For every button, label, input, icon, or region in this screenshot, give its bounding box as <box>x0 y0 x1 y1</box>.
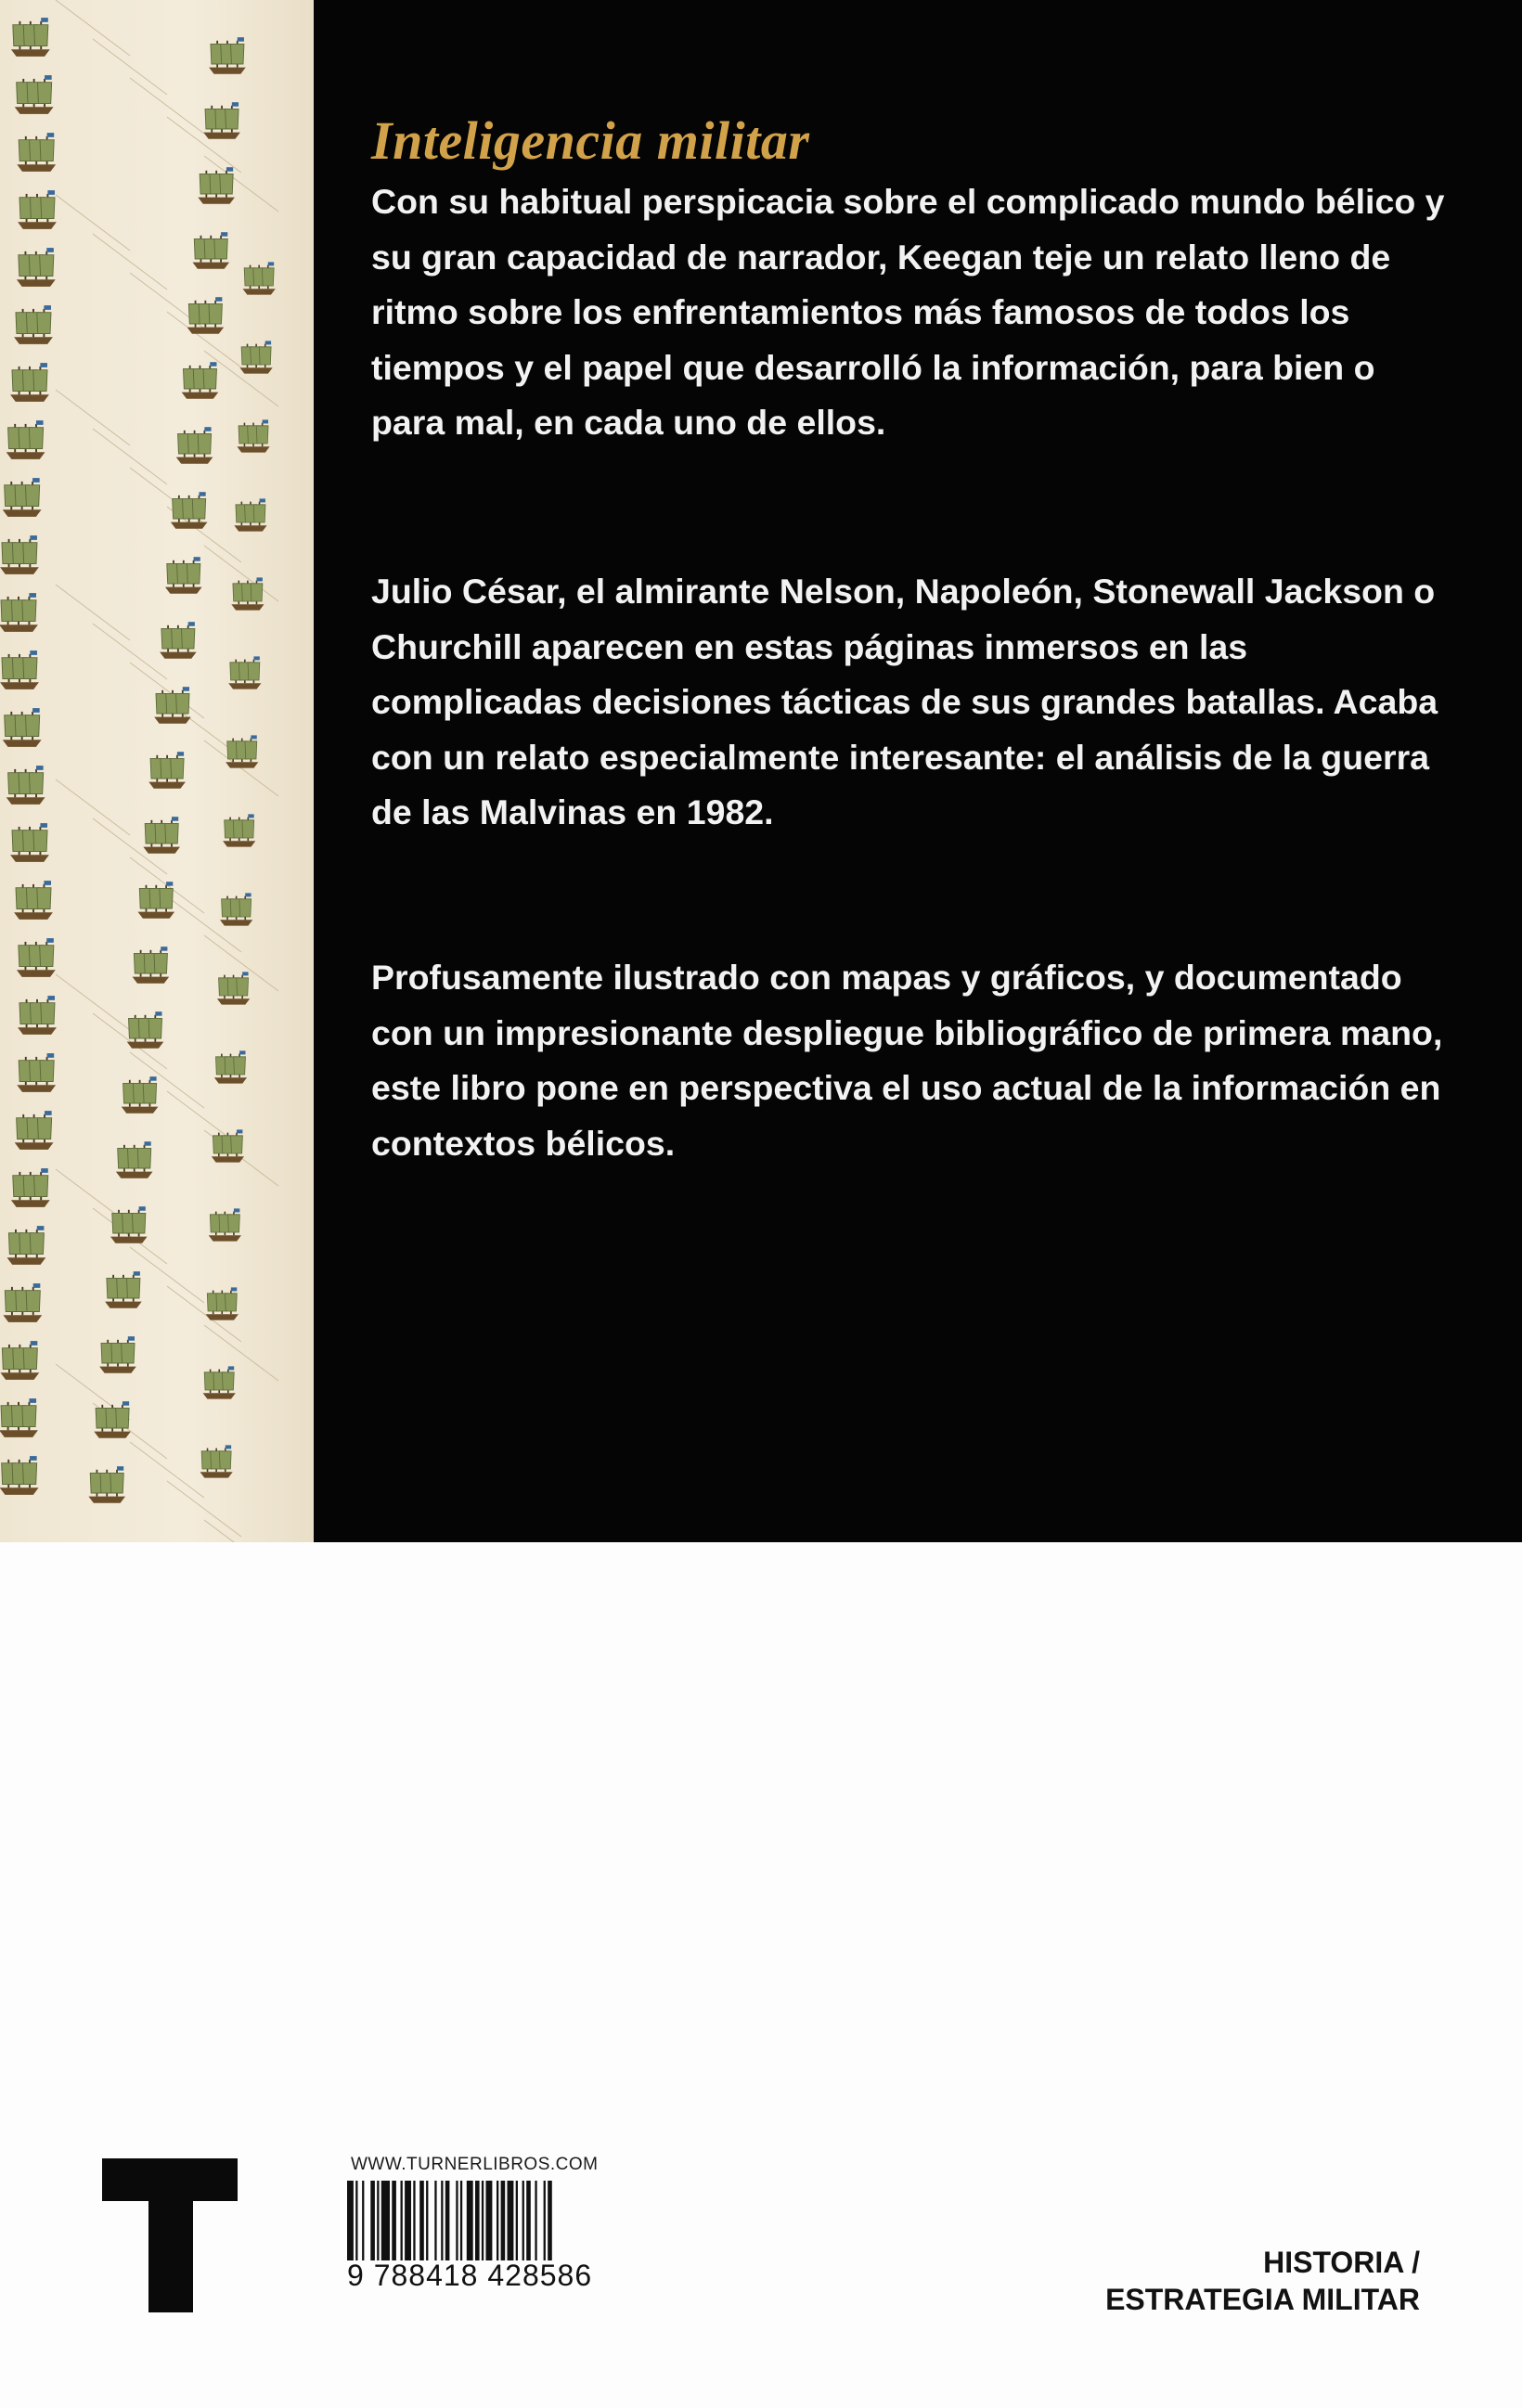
barcode-bar <box>347 2181 354 2260</box>
ship-icon <box>214 1050 247 1083</box>
barcode-bar <box>516 2181 518 2260</box>
paragraph-1: Con su habitual perspicacia sobre el complicado mundo bélico y su gran capacidad de narrador, Keegan teje un relato lleno de ritmo sobre los enfrentamientos más famosos de todos los tiempos y el papel que desarrolló la información, para bien o para mal, en cada uno de ellos. <box>371 182 1445 442</box>
ship-icon <box>6 766 45 805</box>
ship-icon <box>0 1341 39 1380</box>
ship-icon <box>3 478 42 517</box>
barcode-bar <box>535 2181 536 2260</box>
ship-icon <box>148 752 186 789</box>
ship-icon <box>165 557 202 594</box>
ship-icon <box>231 577 264 610</box>
barcode-bar <box>355 2181 357 2260</box>
ship-icon <box>0 650 39 689</box>
publisher-url: WWW.TURNERLIBROS.COM <box>351 2155 599 2174</box>
category-line-2: ESTRATEGIA MILITAR <box>1105 2283 1420 2316</box>
ship-icon <box>209 1208 241 1241</box>
category-line-1: HISTORIA / <box>1263 2246 1420 2279</box>
ship-icon <box>18 996 57 1035</box>
ship-icon <box>226 735 258 767</box>
ship-icon <box>160 622 197 659</box>
barcode-bar <box>508 2181 514 2260</box>
ship-icon <box>223 814 255 846</box>
ship-icon <box>143 817 180 854</box>
section-title: Inteligencia militar <box>371 110 810 171</box>
ship-icon <box>17 1053 56 1092</box>
ship-icon <box>203 102 240 139</box>
paragraph-2: Julio César, el almirante Nelson, Napoleón, Stonewall Jackson o Churchill aparecen en estas páginas inmersos en las complicadas decisiones tácticas de sus grandes batallas. Acaba con un relato especialmente interesante: el análisis de la guerra de las Malvinas en 1982. <box>371 572 1438 831</box>
ship-icon <box>234 498 266 531</box>
ship-icon <box>182 362 219 399</box>
ship-icon <box>6 420 45 459</box>
ship-icon <box>209 37 246 74</box>
ship-icon <box>17 938 56 977</box>
ship-icon <box>203 1366 236 1398</box>
barcode-bar <box>434 2181 436 2260</box>
barcode-bar <box>475 2181 480 2260</box>
barcode-bar <box>548 2181 552 2260</box>
barcode-bar <box>522 2181 524 2260</box>
ship-icon <box>88 1466 125 1503</box>
ship-icon <box>212 1129 244 1162</box>
ship-icon <box>220 893 252 925</box>
ship-icon <box>3 708 42 747</box>
ship-icon <box>99 1336 136 1373</box>
barcode-bar <box>526 2181 531 2260</box>
turner-t-logo-icon <box>102 2158 241 2317</box>
ship-icon <box>94 1401 131 1438</box>
barcode-bar <box>413 2181 415 2260</box>
ship-icon <box>110 1206 148 1243</box>
barcode-bar <box>501 2181 506 2260</box>
barcode-bar <box>426 2181 428 2260</box>
barcode-bar <box>441 2181 443 2260</box>
barcode-bar <box>377 2181 379 2260</box>
barcode-bar <box>362 2181 364 2260</box>
ship-icon <box>15 1111 54 1150</box>
barcode-bar <box>419 2181 424 2260</box>
ship-icon <box>176 427 213 464</box>
ship-icon <box>11 18 50 57</box>
ship-icon <box>6 1226 45 1265</box>
barcode-bar <box>401 2181 403 2260</box>
ship-icon <box>0 535 39 574</box>
ship-icon <box>10 823 49 862</box>
ship-icon <box>17 248 56 287</box>
barcode-bar <box>456 2181 458 2260</box>
barcode-bar <box>467 2181 473 2260</box>
isbn-number: 9 788418 428586 <box>347 2259 593 2292</box>
ship-icon <box>11 1168 50 1207</box>
ship-icon <box>0 1398 38 1437</box>
ship-icon <box>228 656 261 689</box>
ship-icon <box>187 297 225 334</box>
ship-icon <box>127 1011 164 1049</box>
ship-icon <box>17 133 56 172</box>
ship-icon <box>133 946 170 984</box>
ship-icon <box>217 972 250 1004</box>
barcode-bar <box>497 2181 498 2260</box>
barcode-bar <box>370 2181 375 2260</box>
ship-icon <box>105 1271 142 1308</box>
barcode-bar <box>544 2181 546 2260</box>
ship-icon <box>171 492 208 529</box>
barcode-bar <box>405 2181 411 2260</box>
ship-icon <box>192 232 229 269</box>
ship-icon <box>0 593 38 632</box>
barcode-bar <box>392 2181 396 2260</box>
ship-icon <box>154 687 191 724</box>
ship-icon <box>116 1141 153 1178</box>
ship-icon <box>198 167 235 204</box>
ship-icon <box>15 75 54 114</box>
ship-icon <box>0 1456 39 1495</box>
ship-icon <box>3 1283 42 1322</box>
naval-battle-map-illustration <box>0 0 314 1542</box>
barcode-bar <box>445 2181 450 2260</box>
ship-icon <box>18 190 57 229</box>
ship-icon <box>14 881 53 920</box>
paragraph-3: Profusamente ilustrado con mapas y gráficos, y documentado con un impresionante despliegue bibliográfico de primera mano, este libro pone en perspectiva el uso actual de la información en contextos bélicos. <box>371 958 1443 1163</box>
barcode-icon <box>347 2181 616 2265</box>
barcode-bar <box>482 2181 484 2260</box>
ship-icon <box>10 363 49 402</box>
category-label <box>1105 2244 1420 2318</box>
ship-icon <box>200 1445 233 1477</box>
barcode-bar <box>486 2181 493 2260</box>
ship-icon <box>122 1076 159 1114</box>
ship-icon <box>206 1287 239 1320</box>
ship-icon <box>243 262 276 294</box>
ship-icon <box>237 419 269 452</box>
ship-icon <box>14 305 53 344</box>
barcode-bar <box>460 2181 462 2260</box>
barcode-bar <box>381 2181 390 2260</box>
ship-icon <box>240 341 273 373</box>
